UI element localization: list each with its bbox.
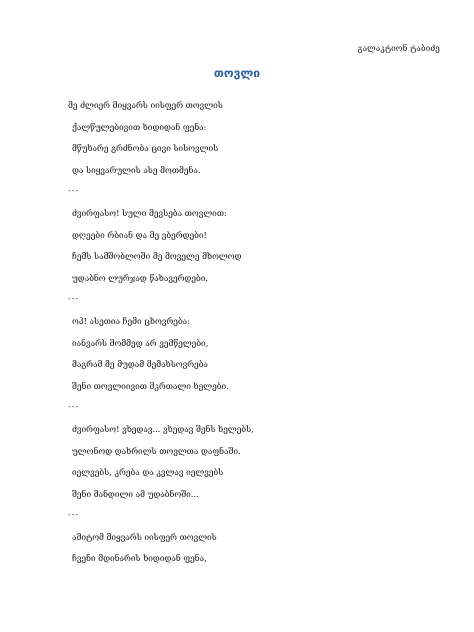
poem-line: მე ძლიერ მიყვარს იისფერ თოვლის bbox=[68, 100, 223, 110]
poem-line: შენი თოვლიივით მკრთალი ხელები. bbox=[72, 380, 229, 391]
poem-line: შენი მანდილი ამ უდაბნოში... bbox=[72, 488, 199, 499]
poem-line: იელვებს, კრება და კვლავ იელვებს bbox=[72, 467, 224, 478]
stanza-separator: --- bbox=[68, 402, 80, 412]
poem-line: ამიტომ მიყვარს იისფერ თოვლის bbox=[72, 531, 217, 542]
poem-line: ქალწულებივით ხიდიდან ფენა: bbox=[72, 121, 207, 132]
poem-line: უდაბნო ლურჯად წახავერდები. bbox=[72, 272, 209, 283]
poem-line: ოჰ! ასეთია ჩემი ცხოვრება: bbox=[72, 315, 190, 326]
stanza-separator: --- bbox=[68, 510, 80, 520]
poem-line: ძვირფასო! სული მევსება თოვლით: bbox=[72, 207, 227, 218]
poem-body bbox=[68, 98, 428, 573]
poem-line: ჩვენი მდინარის ხიდიდან ფენა, bbox=[72, 553, 207, 564]
poem-line: ჩემს სამშობლოში მე მოველე მხოლოდ bbox=[72, 251, 242, 262]
stanza-separator: --- bbox=[68, 294, 80, 304]
poem-line: ძვირფასო! ვხედავ... ვხედავ შენს ხელებს, bbox=[72, 423, 254, 434]
poem-title: თოვლი bbox=[213, 66, 261, 80]
poem-line: დღეები რბიან და მე ვბერდები! bbox=[72, 229, 207, 240]
poem-line: ულონოდ დახრილს თოვლთა დაფნაში. bbox=[72, 445, 241, 456]
poem-line: იანვარს მომმედ არ ვემწელები, bbox=[72, 337, 209, 348]
poem-line: და სიყვარულის ასე მოთმენა. bbox=[72, 164, 201, 175]
stanza-separator: --- bbox=[68, 186, 80, 196]
author-name: გალაკტიონ ტაბიძე bbox=[357, 44, 440, 53]
poem-line: მაგრამ მე მუდამ მემახსოვრება bbox=[72, 359, 208, 370]
poem-line: მწუხარე გრძნობა ცივი სისოვლის bbox=[72, 143, 219, 154]
